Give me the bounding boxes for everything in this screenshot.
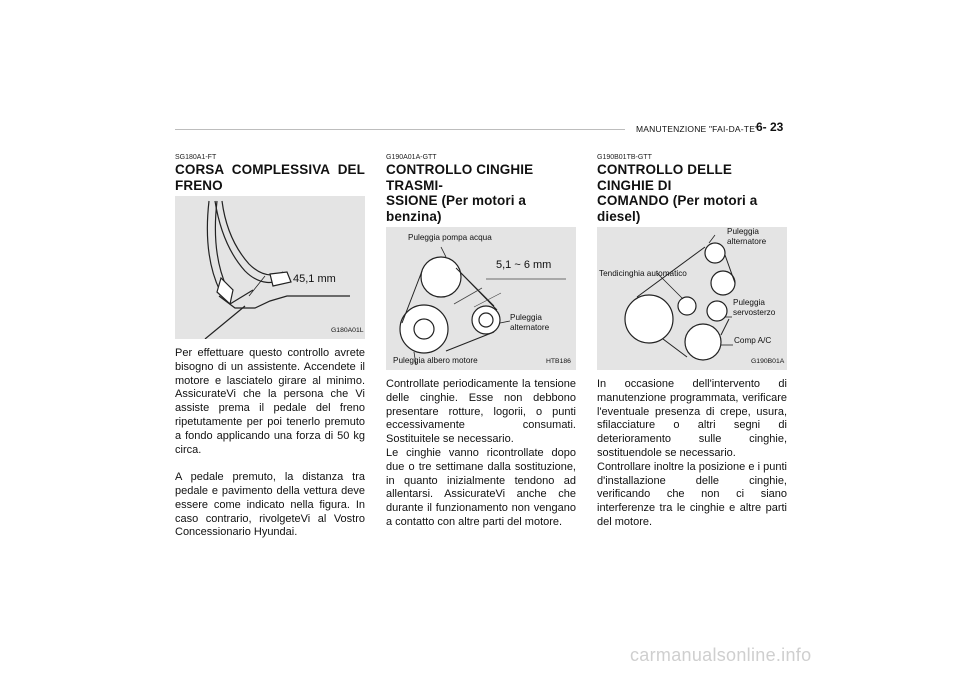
column-brake-travel — [175, 154, 365, 540]
water-pump-label: Puleggia pompa acqua — [408, 233, 492, 242]
figure-code: G180A01L — [331, 327, 364, 334]
belt-petrol-figure — [386, 227, 576, 370]
alternator-label: Puleggia alternatore — [510, 313, 550, 332]
figure-code: HTB186 — [546, 358, 571, 365]
section-code: G190B01TB-GTT — [597, 154, 652, 161]
belt-petrol-illustration — [386, 227, 576, 370]
section-body — [597, 378, 787, 530]
section-title: CONTROLLO DELLE CINGHIE DI COMANDO (Per motori a diesel) — [597, 162, 758, 224]
header-rule — [175, 129, 625, 130]
ac-compressor-label: Comp A/C — [734, 336, 772, 345]
section-title: CONTROLLO CINGHIE TRASMI- SSIONE (Per motori a benzina) — [386, 162, 534, 224]
column-belt-check-petrol — [386, 154, 576, 530]
belt-deflection-label: 5,1 ~ 6 mm — [496, 259, 552, 271]
paragraph: A pedale premuto, la distanza tra pedale e pavimento della vettura deve essere come indicato nella figura. In caso contrario, rivolgeteVi al Vostro Concessionario Hyundai. — [175, 471, 365, 539]
paragraph: Per effettuare questo controllo avrete bisogno di un assistente. Accendete il motore e lasciatelo girare al minimo. AssicurateVi che la persona che Vi assiste prema il pedale del freno ripetutamente per poi tenerlo premuto a fondo applicando una forza di 50 kg circa. — [175, 347, 365, 456]
auto-tensioner-label: Tendicinghia automatico — [599, 269, 687, 278]
paragraph: Controllate periodicamente la tensione delle cinghie. Esse non debbono presentare rotture, logorii, o punti eccessivamente consumati. Sostituitele se necessario. — [386, 378, 576, 446]
brake-pedal-figure — [175, 196, 365, 339]
watermark: carmanualsonline.info — [630, 645, 812, 665]
page-number: 6- 23 — [756, 120, 784, 134]
column-belt-check-diesel — [597, 154, 787, 530]
figure-code: G190B01A — [751, 358, 785, 365]
belt-diesel-figure — [597, 227, 787, 370]
section-code: SG180A1-FT — [175, 154, 217, 161]
section-body — [175, 347, 365, 540]
paragraph: In occasione dell'intervento di manutenzione programmata, verificare l'eventuale presenza di crepe, usura, sfilacciature o altri segni di deterioramento sulle cinghie, sostituendole se necessario. — [597, 378, 787, 459]
paragraph: Controllare inoltre la posizione e i punti d'installazione delle cinghie, verificando che non ci siano interferenze tra le cinghie e altre parti del motore. — [597, 460, 787, 528]
brake-pedal-illustration — [175, 196, 365, 339]
brake-distance-label: 45,1 mm — [293, 273, 336, 285]
section-title: CORSA COMPLESSIVA DEL FRENO — [175, 162, 365, 193]
crankshaft-label: Puleggia albero motore — [393, 356, 478, 365]
section-code: G190A01A-GTT — [386, 154, 437, 161]
paragraph: Le cinghie vanno ricontrollate dopo due o tre settimane dalla sostituzione, in quanto inizialmente tendono ad allentarsi. AssicurateVi anche che durante il funzionamento non vengano a contatto con altre parti del motore. — [386, 446, 576, 528]
section-body — [386, 378, 576, 530]
alternator-label: Puleggia alternatore — [727, 227, 767, 246]
header-section-title: MANUTENZIONE "FAI-DA-TE" — [636, 124, 759, 134]
power-steering-label: Puleggia servosterzo — [733, 298, 776, 317]
